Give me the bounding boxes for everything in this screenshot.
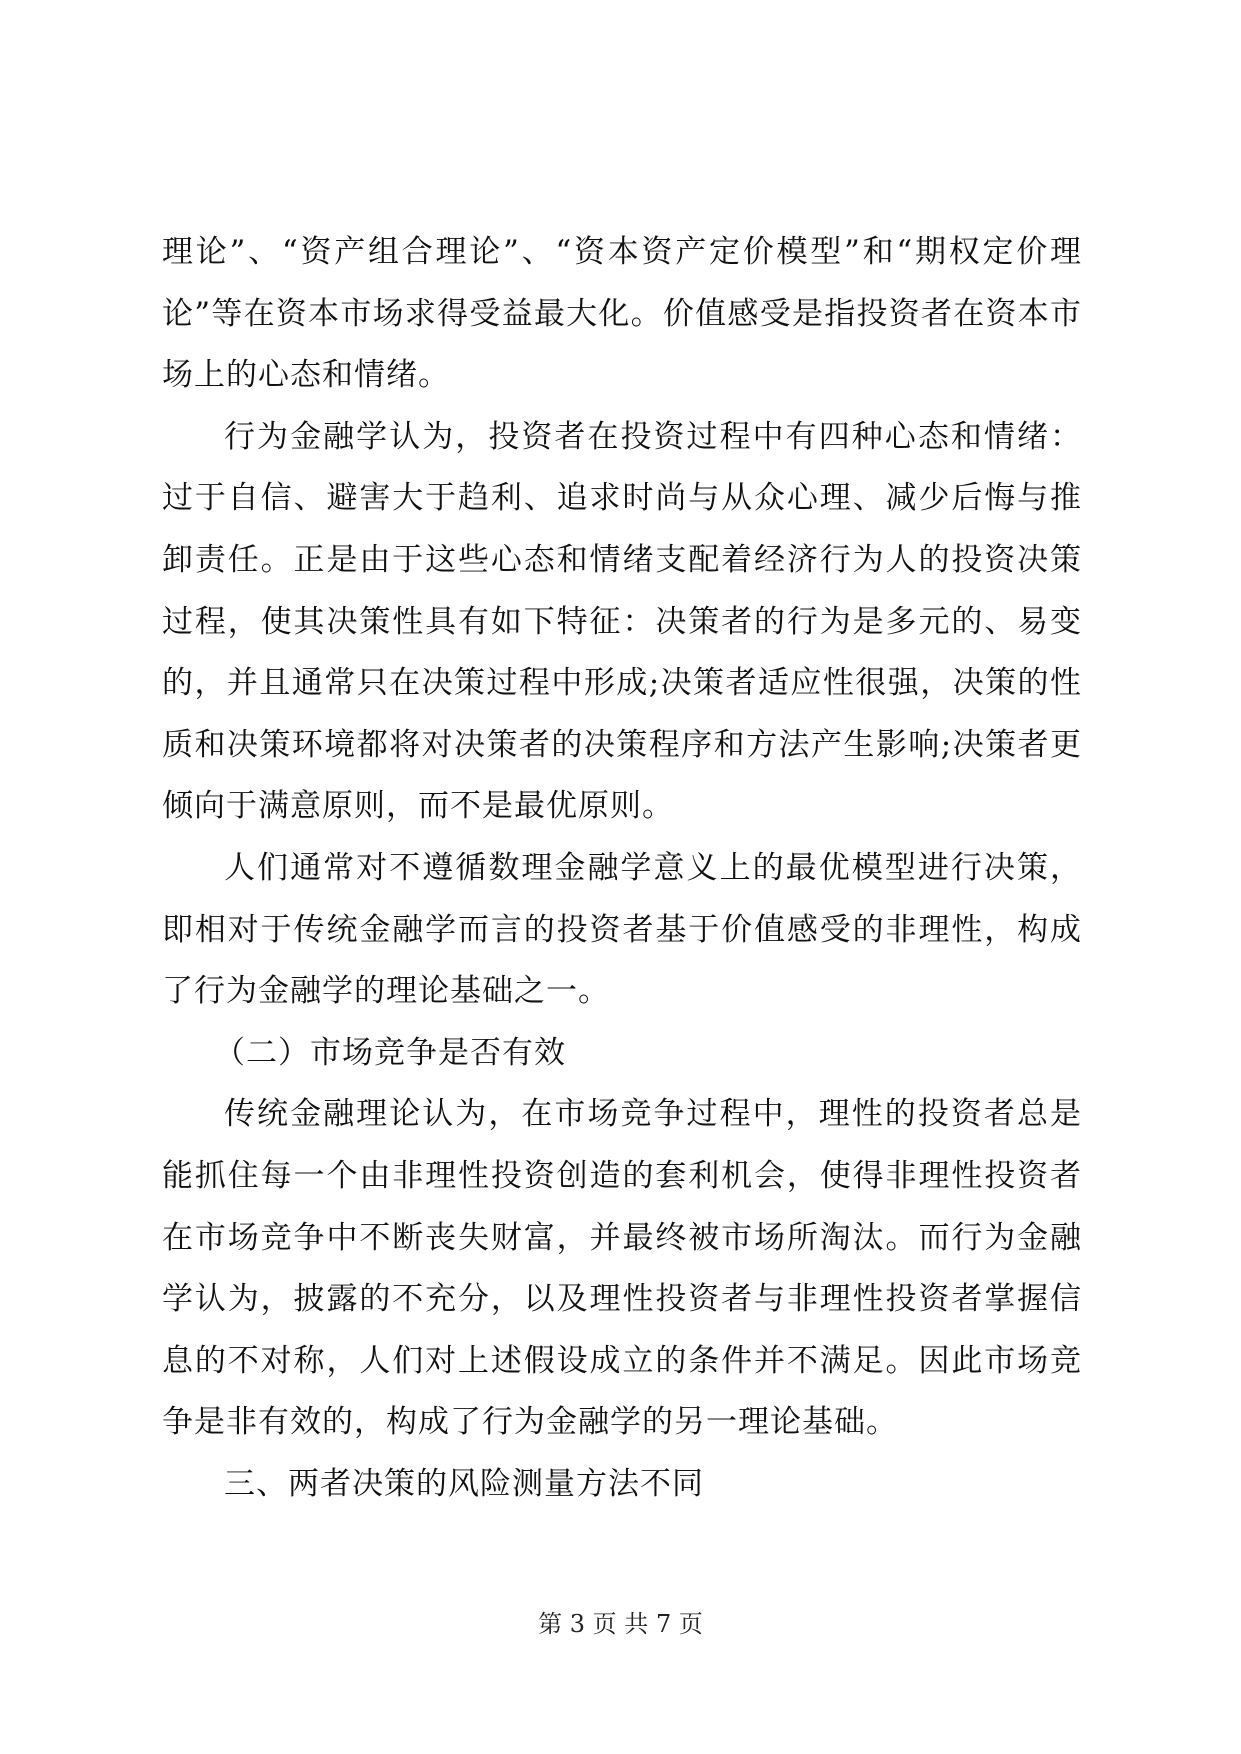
section-heading-market-competition: （二）市场竞争是否有效 (214, 1034, 566, 1071)
paragraph-theory-basis: 人们通常对不遵循数理金融学意义上的最优模型进行决策，即相对于传统金融学而言的投资者基于价值感受的非理性，构成了行为金融学的理论基础之一。 (162, 849, 1082, 1010)
document-body (162, 222, 1082, 1515)
section-heading-risk-measurement: 三、两者决策的风险测量方法不同 (224, 1465, 704, 1502)
paragraph-market-competition: 传统金融理论认为，在市场竞争过程中，理性的投资者总是能抓住每一个由非理性投资创造的套利机会，使得非理性投资者在市场竞争中不断丧失财富，并最终被市场所淘汰。而行为金融学认为，披露的不充分，以及理性投资者与非理性投资者掌握信息的不对称，人们对上述假设成立的条件并不满足。因此市场竞争是非有效的，构成了行为金融学的另一理论基础。 (162, 1096, 1082, 1441)
paragraph-investor-psychology: 行为金融学认为，投资者在投资过程中有四种心态和情绪：过于自信、避害大于趋利、追求时尚与从众心理、减少后悔与推卸责任。正是由于这些心态和情绪支配着经济行为人的投资决策过程，使其决策性具有如下特征：决策者的行为是多元的、易变的，并且通常只在决策过程中形成;决策者适应性很强，决策的性质和决策环境都将对决策者的决策程序和方法产生影响;决策者更倾向于满意原则，而不是最优原则。 (162, 418, 1082, 825)
paragraph-continuation: 理论”、“资产组合理论”、“资本资产定价模型”和“期权定价理论”等在资本市场求得受益最大化。价值感受是指投资者在资本市场上的心态和情绪。 (162, 234, 1082, 394)
page-footer: 第 3 页 共 7 页 (538, 1610, 703, 1638)
